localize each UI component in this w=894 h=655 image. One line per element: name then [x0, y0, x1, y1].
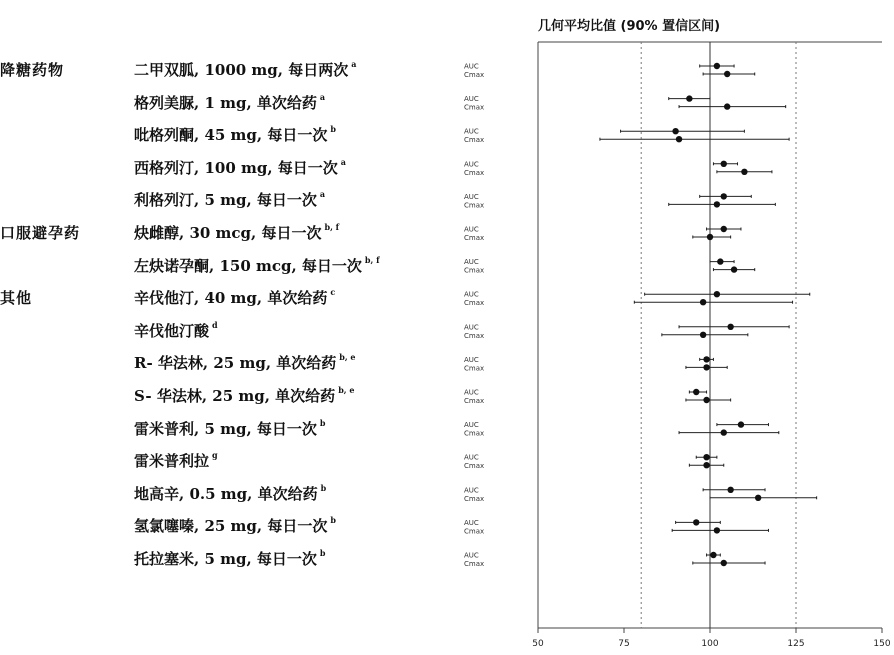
drug-name: 西格列汀, 100 mg, 每日一次: [134, 158, 338, 177]
footnote-marker: b: [330, 515, 336, 526]
metric-label-cmax: Cmax: [464, 266, 485, 275]
point-estimate-auc: [721, 226, 727, 232]
footnote-marker: b, f: [324, 222, 340, 232]
footnote-marker: b: [330, 124, 336, 135]
point-estimate-auc: [738, 421, 744, 427]
point-estimate-cmax: [703, 462, 709, 468]
point-estimate-cmax: [741, 169, 747, 175]
point-estimate-cmax: [707, 234, 713, 240]
footnote-marker: b, e: [338, 385, 355, 395]
point-estimate-auc: [703, 356, 709, 362]
metric-label-auc: AUC: [464, 62, 479, 71]
metric-label-auc: AUC: [464, 486, 479, 495]
point-estimate-cmax: [714, 201, 720, 207]
metric-label-cmax: Cmax: [464, 168, 485, 177]
point-estimate-cmax: [714, 527, 720, 533]
metric-label-cmax: Cmax: [464, 71, 485, 79]
point-estimate-auc: [721, 161, 727, 167]
point-estimate-auc: [693, 389, 699, 395]
footnote-marker: a: [319, 91, 326, 102]
metric-label-auc: AUC: [464, 225, 479, 234]
point-estimate-cmax: [700, 299, 706, 305]
metric-label-cmax: Cmax: [464, 462, 485, 471]
metric-label-cmax: Cmax: [464, 234, 485, 242]
point-estimate-auc: [710, 552, 716, 558]
metric-label-cmax: Cmax: [464, 331, 485, 340]
drug-name: 利格列汀, 5 mg, 每日一次: [134, 191, 317, 210]
metric-label-auc: AUC: [464, 518, 479, 527]
point-estimate-auc: [721, 193, 727, 199]
point-estimate-auc: [686, 95, 692, 101]
metric-label-auc: AUC: [464, 290, 479, 299]
x-tick-label: 150: [873, 639, 891, 649]
metric-label-auc: AUC: [464, 421, 479, 430]
metric-label-auc: AUC: [464, 160, 479, 169]
x-tick-label: 50: [532, 639, 544, 649]
drug-name: 二甲双胍, 1000 mg, 每日两次: [134, 61, 349, 79]
metric-label-auc: AUC: [464, 355, 479, 364]
footnote-marker: b, f: [364, 254, 380, 265]
footnote-marker: b: [320, 482, 327, 493]
chart-title: 几何平均比值 (90% 置信区间): [538, 19, 721, 34]
point-estimate-auc: [703, 454, 709, 460]
footnote-marker: a: [351, 59, 357, 69]
point-estimate-auc: [693, 519, 699, 525]
drug-name: 吡格列酮, 45 mg, 每日一次: [134, 126, 328, 145]
point-estimate-cmax: [703, 364, 709, 370]
metric-label-cmax: Cmax: [464, 560, 485, 568]
point-estimate-auc: [672, 128, 678, 134]
drug-name: 地高辛, 0.5 mg, 单次给药: [134, 484, 318, 503]
metric-label-auc: AUC: [464, 258, 479, 267]
metric-label-cmax: Cmax: [464, 527, 485, 536]
metric-label-cmax: Cmax: [464, 397, 485, 405]
metric-label-auc: AUC: [464, 127, 479, 136]
drug-name: 氢氯噻嗪, 25 mg, 每日一次: [134, 517, 328, 536]
footnote-marker: a: [340, 156, 346, 167]
drug-name: S- 华法林, 25 mg, 单次给药: [134, 387, 336, 405]
drug-name: 辛伐他汀酸: [134, 321, 210, 340]
footnote-marker: c: [330, 287, 336, 298]
point-estimate-cmax: [676, 136, 682, 142]
category-label: 降糖药物: [0, 61, 65, 79]
metric-label-auc: AUC: [464, 192, 479, 201]
point-estimate-cmax: [755, 495, 761, 501]
footnote-marker: a: [319, 189, 326, 200]
metric-label-auc: AUC: [464, 551, 479, 560]
point-estimate-auc: [727, 324, 733, 330]
metric-label-auc: AUC: [464, 95, 479, 104]
drug-name: 雷米普利, 5 mg, 每日一次: [134, 419, 317, 438]
point-estimate-cmax: [703, 397, 709, 403]
x-tick-label: 75: [618, 639, 630, 649]
metric-label-cmax: Cmax: [464, 429, 485, 438]
metric-label-cmax: Cmax: [464, 299, 485, 308]
category-label: 口服避孕药: [0, 224, 81, 242]
metric-label-cmax: Cmax: [464, 201, 485, 210]
point-estimate-cmax: [731, 266, 737, 272]
metric-label-cmax: Cmax: [464, 494, 485, 503]
metric-label-cmax: Cmax: [464, 136, 485, 145]
x-tick-label: 100: [701, 639, 719, 649]
drug-name: 雷米普利拉: [134, 452, 210, 471]
x-tick-label: 125: [787, 639, 805, 649]
category-label: 其他: [0, 289, 33, 308]
footnote-marker: d: [212, 319, 218, 330]
drug-name: 托拉塞米, 5 mg, 每日一次: [134, 550, 317, 568]
metric-label-auc: AUC: [464, 453, 479, 462]
footnote-marker: g: [212, 450, 218, 461]
metric-label-cmax: Cmax: [464, 364, 485, 373]
drug-name: 格列美脲, 1 mg, 单次给药: [134, 93, 317, 112]
drug-name: 辛伐他汀, 40 mg, 单次给药: [134, 289, 328, 308]
metric-label-cmax: Cmax: [464, 103, 485, 112]
footnote-marker: b, e: [339, 352, 356, 363]
point-estimate-cmax: [724, 103, 730, 109]
drug-name: R- 华法林, 25 mg, 单次给药: [134, 354, 337, 373]
point-estimate-cmax: [700, 332, 706, 338]
point-estimate-auc: [714, 291, 720, 297]
point-estimate-cmax: [724, 71, 730, 77]
metric-label-auc: AUC: [464, 323, 479, 332]
footnote-marker: b: [319, 417, 326, 428]
point-estimate-cmax: [721, 429, 727, 435]
metric-label-auc: AUC: [464, 388, 479, 397]
point-estimate-auc: [717, 258, 723, 264]
footnote-marker: b: [319, 548, 326, 558]
drug-name: 炔雌醇, 30 mcg, 每日一次: [134, 224, 322, 242]
point-estimate-auc: [714, 63, 720, 69]
point-estimate-auc: [727, 487, 733, 493]
point-estimate-cmax: [721, 560, 727, 566]
drug-name: 左炔诺孕酮, 150 mcg, 每日一次: [134, 256, 362, 275]
